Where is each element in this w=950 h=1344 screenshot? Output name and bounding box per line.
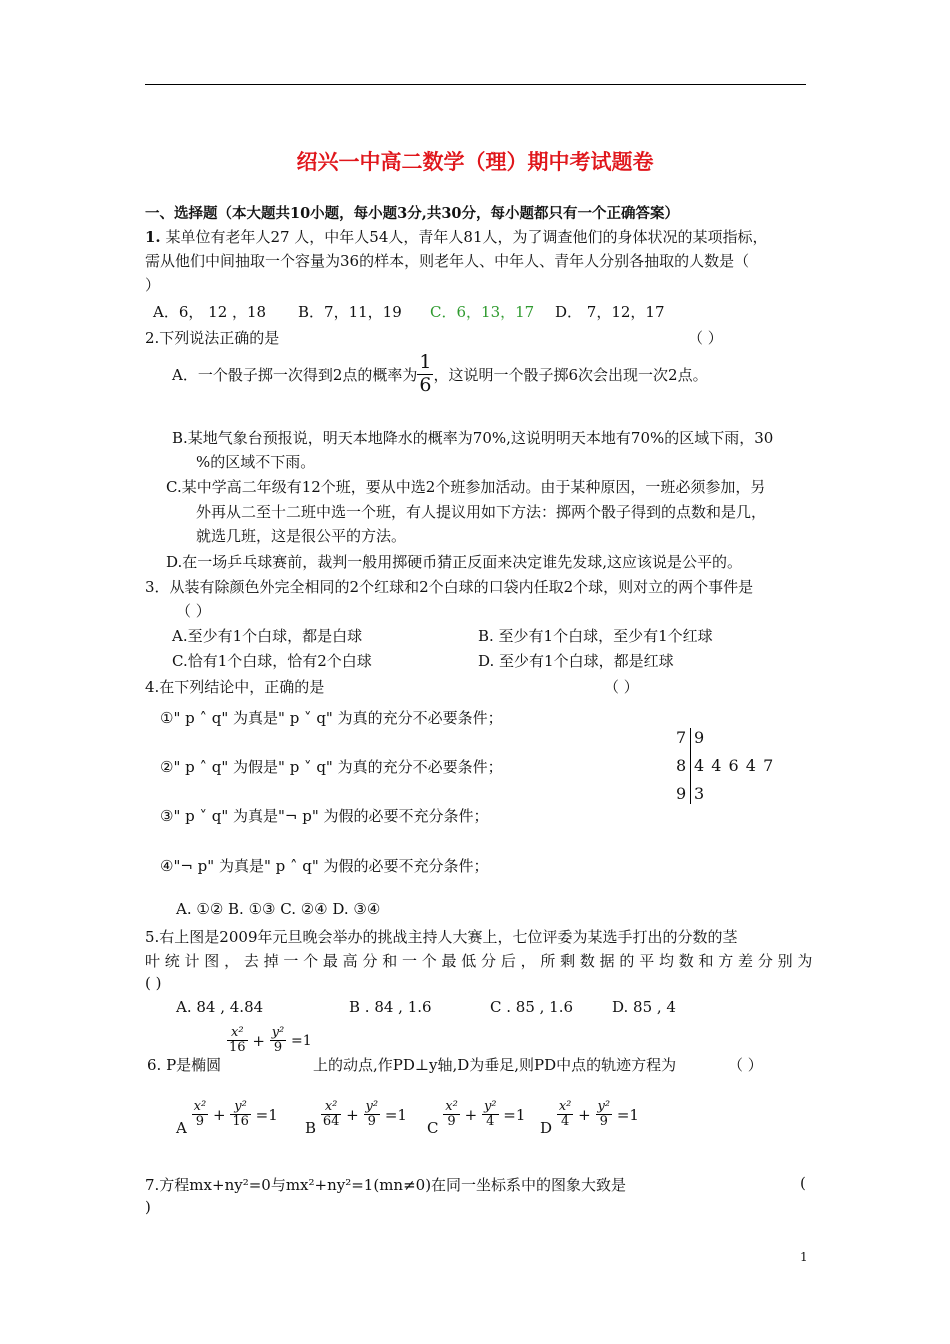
q7-line2: ) bbox=[145, 1198, 151, 1216]
q6-pre: 6. P是椭圆 bbox=[147, 1056, 222, 1074]
q2-option-a: A．一个骰子掷一次得到2点的概率为 $\frac{1}{6}$ ，这说明一个骰子掷6次会出现一次2点。 bbox=[172, 351, 708, 396]
page-title: 绍兴一中高二数学（理）期中考试题卷 bbox=[296, 149, 654, 174]
q2-option-c-line1: C.某中学高二年级有12个班，要从中选2个班参加活动。由于某种原因，一班必须参加，另 bbox=[166, 478, 766, 496]
leaves-8: 4 4 6 4 7 bbox=[694, 756, 774, 775]
stem-leaf-divider bbox=[690, 728, 691, 804]
q4-statement-1: ①" p ˄ q" 为真是" p ˅ q" 为真的充分不必要条件； bbox=[160, 709, 503, 727]
leaves-9: 3 bbox=[694, 784, 705, 803]
leaves-7: 9 bbox=[694, 728, 705, 747]
q1-option-c: C．6，13，17 bbox=[430, 303, 535, 321]
stem-9: 9 bbox=[676, 784, 687, 803]
q2-option-d: D.在一场乒乓球赛前，裁判一般用掷硬币猜正反面来决定谁先发球,这应该说是公平的。 bbox=[166, 553, 743, 571]
q2-option-b-line2: %的区域不下雨。 bbox=[196, 453, 316, 471]
header-rule bbox=[145, 84, 806, 85]
q6-option-b: B $\frac{\text{x²}}{64}$ + $\frac{\text{y²}}{9}$ =1 bbox=[305, 1099, 407, 1137]
q5-option-a: A. 84 , 4.84 bbox=[176, 998, 264, 1016]
q7-paren-open: ( bbox=[800, 1174, 806, 1192]
stem-7: 7 bbox=[676, 728, 687, 747]
q6-option-d: D $\frac{\text{x²}}{4}$ + $\frac{\text{y²}}{9}$ =1 bbox=[540, 1099, 639, 1137]
q2-option-c-line3: 就选几班，这是很公平的方法。 bbox=[196, 527, 407, 545]
q2-paren: （ ） bbox=[688, 329, 723, 347]
q4-stem: 4.在下列结论中，正确的是 bbox=[145, 678, 325, 696]
page-number: 1 bbox=[800, 1250, 808, 1264]
q5-line3: ( ) bbox=[145, 974, 162, 992]
q4-options: A. ①② B. ①③ C. ②④ D. ③④ bbox=[176, 900, 381, 918]
q4-statement-4: ④"¬ p" 为真是" p ˄ q" 为假的必要不充分条件； bbox=[160, 857, 489, 875]
q1-option-d: D． 7，12，17 bbox=[555, 303, 665, 321]
q6-option-c: C $\frac{\text{x²}}{9}$ + $\frac{\text{y²}}{4}$ =1 bbox=[427, 1099, 526, 1137]
q1-line2: 需从他们中间抽取一个容量为36的样本，则老年人、中年人、青年人分别各抽取的人数是（ bbox=[145, 252, 750, 270]
q3-line1: 3．从装有除颜色外完全相同的2个红球和2个白球的口袋内任取2个球，则对立的两个事件是 bbox=[145, 578, 754, 596]
q3-option-a: A.至少有1个白球，都是白球 bbox=[172, 627, 363, 645]
q6-option-a: A $\frac{\text{x²}}{9}$ + $\frac{\text{y²}}{16}$ =1 bbox=[176, 1099, 278, 1137]
q5-line1: 5.右上图是2009年元旦晚会举办的挑战主持人大赛上，七位评委为某选手打出的分数的茎 bbox=[145, 928, 738, 946]
q3-option-b: B. 至少有1个白球，至少有1个红球 bbox=[478, 627, 713, 645]
q1-line3: ） bbox=[145, 276, 161, 294]
fraction-one-sixth: $\frac{1}{6}$ bbox=[419, 351, 432, 396]
stem-8: 8 bbox=[676, 756, 687, 775]
q7-line1: 7.方程mx+ny²=0与mx²+ny²=1(mn≠0)在同一坐标系中的图象大致是 bbox=[145, 1176, 627, 1194]
q1-option-b: B．7，11，19 bbox=[298, 303, 402, 321]
q1-line1: 1. 某单位有老年人27 人，中年人54人，青年人81人，为了调查他们的身体状况的某项指标， bbox=[145, 228, 768, 246]
q3-paren: （ ） bbox=[176, 602, 211, 620]
q5-line2: 叶 统 计 图 ， 去 掉 一 个 最 高 分 和 一 个 最 低 分 后 ， 所 剩 数 据 的 平 均 数 和 方 差 分 别 为 bbox=[145, 952, 813, 970]
q3-option-c: C.恰有1个白球，恰有2个白球 bbox=[172, 652, 372, 670]
section-heading: 一、选择题（本大题共10小题，每小题3分,共30分，每小题都只有一个正确答案） bbox=[145, 205, 679, 222]
q4-paren: （ ） bbox=[604, 678, 639, 696]
q6-post: 上的动点,作PD⊥y轴,D为垂足,则PD中点的轨迹方程为 bbox=[313, 1056, 677, 1074]
q1-option-a: A．6， 12 ，18 bbox=[153, 303, 267, 321]
q2-option-b-line1: B.某地气象台预报说，明天本地降水的概率为70%,这说明明天本地有70%的区域下雨，30 bbox=[172, 429, 774, 447]
q5-option-b: B . 84 , 1.6 bbox=[349, 998, 432, 1016]
q6-ellipse-equation: $\frac{\text{x²}}{16}$ + $\frac{\text{y²}}{9}$ =1 bbox=[229, 1025, 312, 1056]
q2-stem: 2.下列说法正确的是 bbox=[145, 329, 280, 347]
q3-option-d: D. 至少有1个白球，都是红球 bbox=[478, 652, 674, 670]
q6-paren: （ ） bbox=[728, 1056, 763, 1074]
q2-option-c-line2: 外再从二至十二班中选一个班，有人提议用如下方法：掷两个骰子得到的点数和是几， bbox=[196, 503, 767, 521]
q5-option-c: C . 85 , 1.6 bbox=[490, 998, 574, 1016]
q5-option-d: D. 85 , 4 bbox=[612, 998, 676, 1016]
q4-statement-3: ③" p ˅ q" 为真是"¬ p" 为假的必要不充分条件； bbox=[160, 807, 489, 825]
q4-statement-2: ②" p ˄ q" 为假是" p ˅ q" 为真的充分不必要条件； bbox=[160, 758, 503, 776]
